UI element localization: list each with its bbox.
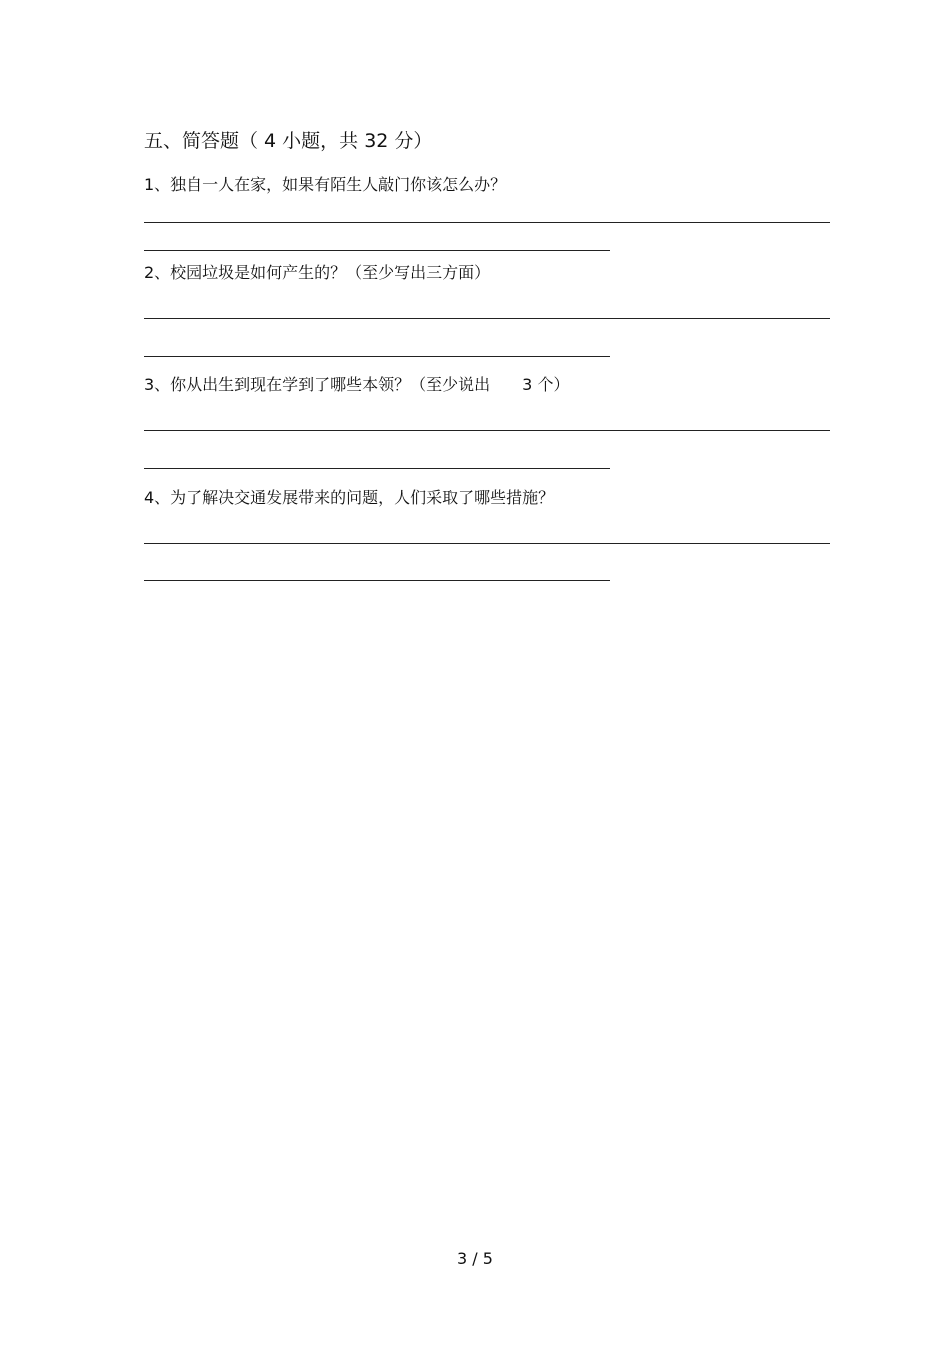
answer-line-2a — [144, 318, 830, 319]
answer-line-2b — [144, 356, 610, 357]
answer-line-3b — [144, 468, 610, 469]
question-1: 1、独自一人在家，如果有陌生人敲门你该怎么办？ — [144, 175, 507, 194]
section-title: 五、简答题（ 4 小题，共 32 分） — [144, 130, 433, 152]
page-number: 3 / 5 — [457, 1249, 493, 1268]
answer-line-1a — [144, 222, 830, 223]
answer-line-4a — [144, 543, 830, 544]
question-2: 2、校园垃圾是如何产生的？（至少写出三方面） — [144, 263, 491, 282]
answer-line-1b — [144, 250, 610, 251]
question-3: 3、你从出生到现在学到了哪些本领？（至少说出 3 个） — [144, 375, 570, 394]
question-4: 4、为了解决交通发展带来的问题，人们采取了哪些措施？ — [144, 488, 555, 507]
answer-line-4b — [144, 580, 610, 581]
answer-line-3a — [144, 430, 830, 431]
